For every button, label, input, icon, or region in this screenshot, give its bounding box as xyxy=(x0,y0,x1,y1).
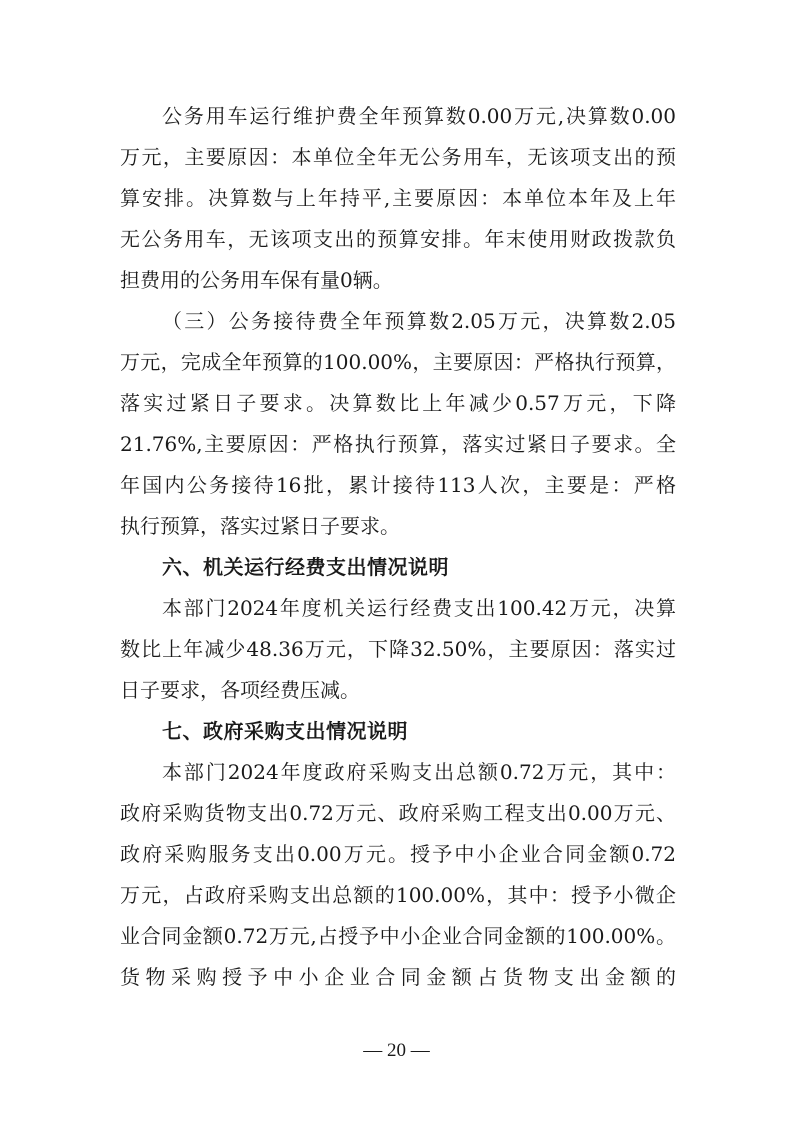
text-line: 日子要求，各项经费压减。 xyxy=(120,678,360,702)
text-line: 万元，占政府采购支出总额的100.00%，其中：授予小微企 xyxy=(120,883,676,907)
text-line: 货物采购授予中小企业合同金额占货物支出金额的 xyxy=(120,965,676,989)
heading-text: 七、政府采购支出情况说明 xyxy=(162,719,408,743)
document-page xyxy=(120,96,676,998)
text-line: 年国内公务接待16批，累计接待113人次，主要是：严格 xyxy=(120,473,676,497)
text-line: 政府采购服务支出0.00万元。授予中小企业合同金额0.72 xyxy=(120,842,676,866)
paragraph-reception-expenses xyxy=(120,301,676,547)
text-line: 本部门2024年度机关运行经费支出100.42万元，决算 xyxy=(162,596,676,620)
text-line: 业合同金额0.72万元,占授予中小企业合同金额的100.00%。 xyxy=(120,924,676,948)
section-heading-government-procurement xyxy=(120,711,676,752)
text-line: 无公务用车，无该项支出的预算安排。年末使用财政拨款负 xyxy=(120,227,676,251)
text-line: 公务用车运行维护费全年预算数0.00万元,决算数0.00 xyxy=(162,104,676,128)
text-line: 21.76%,主要原因：严格执行预算，落实过紧日子要求。全 xyxy=(120,432,676,456)
heading-text: 六、机关运行经费支出情况说明 xyxy=(162,555,449,579)
paragraph-vehicle-maintenance xyxy=(120,96,676,301)
text-line: 算安排。决算数与上年持平,主要原因：本单位本年及上年 xyxy=(120,186,676,210)
text-line: 万元，完成全年预算的100.00%，主要原因：严格执行预算， xyxy=(120,350,676,374)
text-line: 数比上年减少48.36万元，下降32.50%，主要原因：落实过 xyxy=(120,637,676,661)
text-line: 担费用的公务用车保有量0辆。 xyxy=(120,268,393,292)
text-line: （三）公务接待费全年预算数2.05万元，决算数2.05 xyxy=(162,309,676,333)
paragraph-government-procurement xyxy=(120,752,676,998)
text-line: 政府采购货物支出0.72万元、政府采购工程支出0.00万元、 xyxy=(120,801,676,825)
paragraph-operating-expenses xyxy=(120,588,676,711)
page-number: — 20 — xyxy=(363,1040,430,1061)
text-line: 万元，主要原因：本单位全年无公务用车，无该项支出的预 xyxy=(120,145,676,169)
section-heading-operating-expenses xyxy=(120,547,676,588)
text-line: 本部门2024年度政府采购支出总额0.72万元，其中： xyxy=(162,760,676,784)
text-line: 执行预算，落实过紧日子要求。 xyxy=(120,514,400,538)
text-line: 落实过紧日子要求。决算数比上年减少0.57万元，下降 xyxy=(120,391,676,415)
